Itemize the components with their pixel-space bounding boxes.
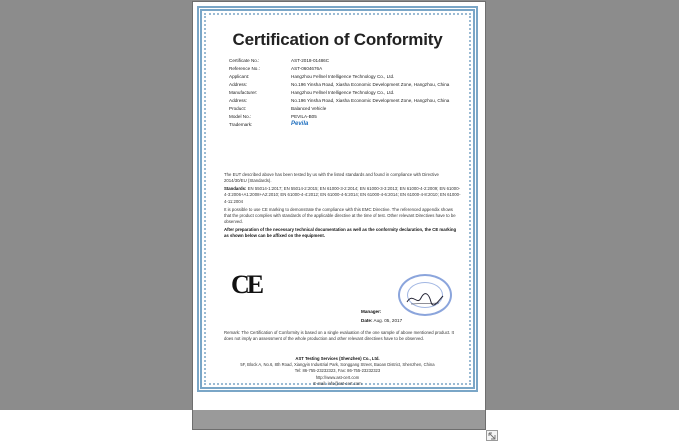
certificate-body	[224, 172, 461, 241]
trademark-logo: Pevila	[291, 121, 309, 127]
field-value: Balanced Vehicle	[291, 106, 327, 111]
field-value: No.196 Yinsha Road, Xiasha Economic Development Zone, Hangzhou, China	[291, 98, 450, 103]
field-value: PEVILA-B05	[291, 114, 317, 119]
field-label: Manufacturer:	[229, 90, 258, 95]
after-paragraph: After preparation of the necessary technical documentation as well as the conformity declaration, the CE marking as shown below can be affixed on the equipment.	[224, 227, 457, 239]
certificate-title: Certification of Conformity	[232, 30, 443, 49]
field-label: Address:	[229, 98, 248, 103]
signature-icon	[405, 290, 445, 308]
certificate-content	[211, 20, 464, 386]
field-value: No.196 Yinsha Road, Xiasha Economic Development Zone, Hangzhou, China	[291, 82, 450, 87]
document-page	[193, 2, 485, 429]
field-label: Reference No.:	[229, 66, 260, 71]
field-value: AST-0604676A	[291, 66, 323, 71]
standards-list: EN 55014-1:2017; EN 55014-2:2015; EN 61000-3-2:2014; EN 61000-3-3:2013; EN 61000-4-2:2009; EN 61000-4-3:2006+A1:2008+A2:2010; EN 61000-4-4:2012; EN 61000-4-5:2014; EN 61000-4-6:2014; EN 61000-4-8:2010; EN 61000-4-11:2004	[224, 186, 461, 204]
field-label: Model No.:	[229, 114, 252, 119]
certificate-border	[197, 6, 478, 392]
certificate-fields	[229, 58, 459, 130]
certificate-footer	[219, 356, 456, 387]
field-row	[229, 66, 459, 71]
field-row	[229, 98, 459, 103]
field-row	[229, 114, 459, 119]
field-label: Applicant:	[229, 74, 250, 79]
footer-web: http://www.ast-cert.com	[315, 374, 360, 380]
footer-tel: Tel: 86-755-23232323, Fax: 86-755-23232323	[294, 368, 381, 374]
field-value: AST-2018-01486C	[291, 58, 330, 63]
field-row	[229, 106, 459, 111]
ce-paragraph: It is possible to use CE marking to demonstrate the compliance with this EMC Directive. The referenced appendix shows that the product complies with standards of the applicable directive at the time of test. Other relevant Directives have to be observed.	[224, 206, 456, 225]
field-value: Hangzhou Fellnel Intelligence Technology Co., Ltd.	[291, 90, 395, 95]
field-label: Product:	[229, 106, 247, 111]
footer-email: E-mail: info@ast-cert.com	[313, 380, 362, 386]
manager-label: Manager:	[361, 309, 382, 314]
trademark-label: Trademark:	[229, 122, 253, 127]
standards-heading: Standards:	[224, 186, 247, 192]
date-value: Aug. 05, 2017	[373, 318, 403, 323]
field-label: Certificate No.:	[229, 58, 260, 63]
page-bottom-strip	[193, 410, 485, 429]
resize-grip-icon[interactable]	[486, 430, 498, 441]
field-value: Hangzhou Fellnel Intelligence Technology Co., Ltd.	[291, 74, 395, 79]
ce-mark: CE	[231, 270, 262, 299]
field-label: Address:	[229, 82, 248, 87]
field-row	[229, 58, 459, 63]
date-label: Date:	[361, 318, 373, 323]
intro-paragraph: The EUT described above has been tested by us with the listed standards and found in compliance with Directive 2014/30/EU (Standards).	[224, 172, 439, 184]
signature-block	[361, 307, 402, 325]
footer-address: 5F, Block A, No.6, 8th Road, Xiangyin Industrial Park, Songgang Street, Baoan District, Shenzhen, China	[240, 362, 435, 368]
field-row	[229, 90, 459, 95]
footer-company: AST Testing Services (Shenzhen) Co., Ltd.	[295, 356, 380, 361]
trademark-row	[229, 122, 459, 127]
field-row	[229, 82, 459, 87]
remark-text: Remark: The Certification of Conformity is based on a single evaluation of the one sample of above mentioned product. It does not imply an assessment of the whole production and other relevant directives have to be observed.	[224, 330, 454, 342]
field-row	[229, 74, 459, 79]
